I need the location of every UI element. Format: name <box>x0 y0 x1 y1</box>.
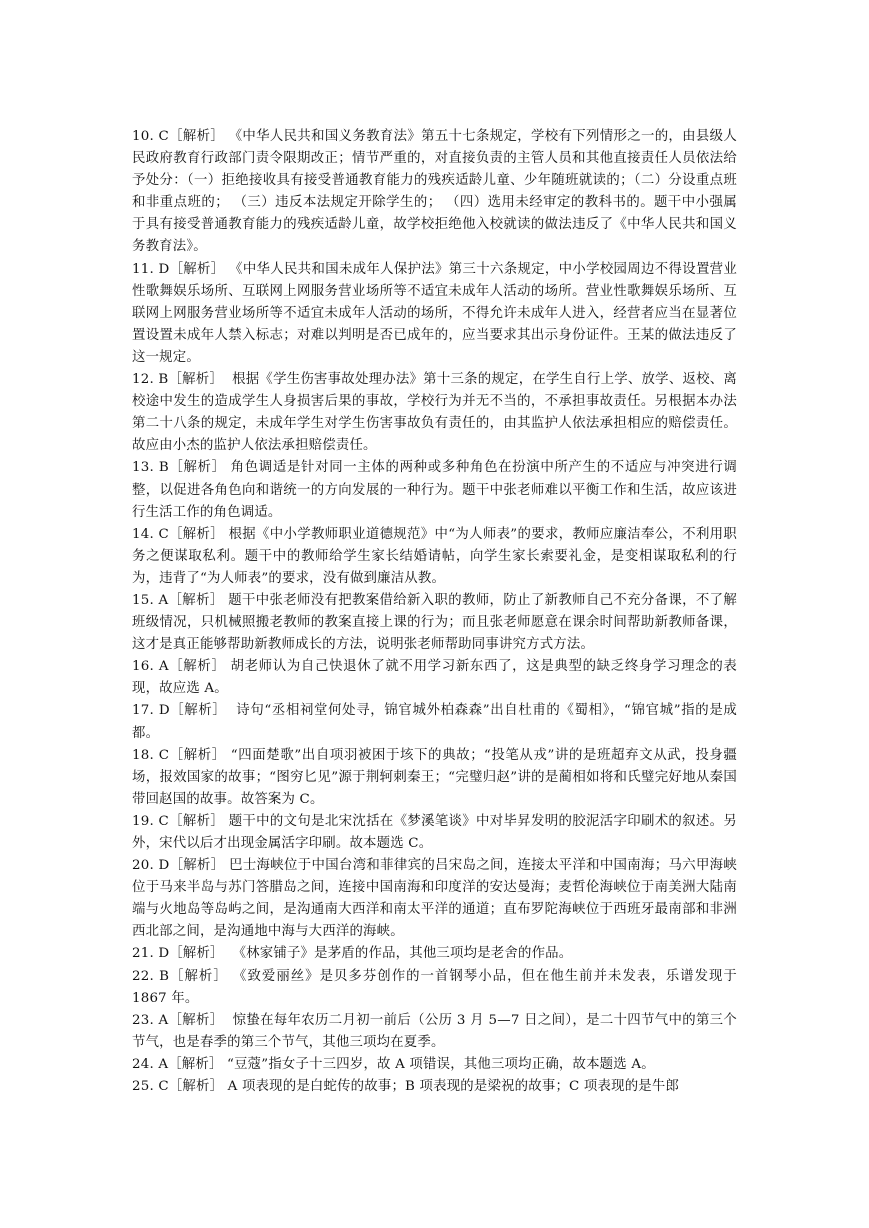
entry-label: 14. C［解析］ <box>132 526 229 542</box>
entry-label: 24. A［解析］ <box>132 1056 228 1072</box>
entry-label: 19. C［解析］ <box>132 813 229 829</box>
entry-16 <box>132 656 737 700</box>
entry-15 <box>132 590 737 656</box>
entry-label: 16. A［解析］ <box>132 659 231 675</box>
entry-text: 题干中张老师没有把教案借给新入职的教师，防止了新教师自己不充分备课，不了解班级情况，只机械照搬老教师的教案直接上课的行为；而且张老师愿意在课余时间帮助新教师备课，这才是真正能够帮助新教师成长的方法，说明张老师帮助同事讲究方式方法。 <box>132 592 737 653</box>
entry-text: A 项表现的是白蛇传的故事；B 项表现的是梁祝的故事；C 项表现的是牛郎 <box>227 1079 680 1095</box>
entry-label: 11. D［解析］ <box>132 261 230 277</box>
entry-text: 题干中的文句是北宋沈括在《梦溪笔谈》中对毕昇发明的胶泥活字印刷术的叙述。另外，宋代以后才出现金属活字印刷。故本题选 C。 <box>132 813 737 851</box>
entry-text: 胡老师认为自己快退休了就不用学习新东西了，这是典型的缺乏终身学习理念的表现，故应选 A。 <box>132 659 737 697</box>
entry-label: 15. A［解析］ <box>132 592 229 608</box>
entry-21 <box>132 943 737 965</box>
entry-label: 23. A［解析］ <box>132 1012 233 1028</box>
entry-label: 13. B［解析］ <box>132 460 231 476</box>
entry-label: 22. B［解析］ <box>132 968 234 984</box>
entry-23 <box>132 1010 737 1054</box>
entry-19 <box>132 811 737 855</box>
entry-label: 17. D［解析］ <box>132 703 237 719</box>
entry-20 <box>132 855 737 943</box>
entry-text: 诗句“丞相祠堂何处寻，锦官城外柏森森”出自杜甫的《蜀相》，“锦官城”指的是成都。 <box>132 703 737 741</box>
entry-label: 12. B［解析］ <box>132 372 233 388</box>
entry-text: 角色调适是针对同一主体的两种或多种角色在扮演中所产生的不适应与冲突进行调整，以促进各角色向和谐统一的方向发展的一种行为。题干中张老师难以平衡工作和生活，故应该进行生活工作的角色调适。 <box>132 460 737 520</box>
entry-text: “四面楚歌”出自项羽被困于垓下的典故；“投笔从戎”讲的是班超弃文从武，投身疆场，报效国家的故事；“图穷匕见”源于荆轲刺秦王；“完璧归赵”讲的是蔺相如将和氏璧完好地从秦国带回赵国的故事。故答案为 C。 <box>132 747 737 807</box>
entry-text: 根据《学生伤害事故处理办法》第十三条的规定，在学生自行上学、放学、返校、离校途中发生的造成学生人身损害后果的事故，学校行为并无不当的，不承担事故责任。另根据本办法第二十八条的规定，未成年学生对学生伤害事故负有责任的，由其监护人依法承担相应的赔偿责任。故应由小杰的监护人依法承担赔偿责任。 <box>132 372 737 454</box>
entry-13 <box>132 457 737 523</box>
entry-12 <box>132 369 737 457</box>
entry-25 <box>132 1076 737 1098</box>
entry-label: 25. C［解析］ <box>132 1079 228 1095</box>
entry-text: 《致爱丽丝》是贝多芬创作的一首钢琴小品，但在他生前并未发表，乐谱发现于 1867 年。 <box>132 968 738 1006</box>
entry-24 <box>132 1054 737 1076</box>
entry-label: 10. C［解析］ <box>132 129 229 144</box>
entry-label: 18. C［解析］ <box>132 747 231 763</box>
entry-text: “豆蔻”指女子十三四岁，故 A 项错误，其他三项均正确，故本题选 A。 <box>227 1056 655 1072</box>
entry-text: 《林家铺子》是茅盾的作品，其他三项均是老舍的作品。 <box>232 946 573 962</box>
entry-label: 21. D［解析］ <box>132 946 233 962</box>
entry-text: 巴士海峡位于中国台湾和菲律宾的吕宋岛之间，连接太平洋和中国南海；马六甲海峡位于马来半岛与苏门答腊岛之间，连接中国南海和印度洋的安达曼海；麦哲伦海峡位于南美洲大陆南端与火地岛等岛屿之间，是沟通南大西洋和南太平洋的通道；直布罗陀海峡位于西班牙最南部和非洲西北部之间，是沟通地中海与大西洋的海峡。 <box>132 858 737 940</box>
entry-17 <box>132 700 737 744</box>
entry-18 <box>132 745 737 811</box>
entry-text: 惊蛰在每年农历二月初一前后（公历 3 月 5—7 日之间），是二十四节气中的第三个节气，也是春季的第三个节气，其他三项均在夏季。 <box>132 1012 737 1050</box>
entry-22 <box>132 966 737 1010</box>
entry-text: 根据《中小学教师职业道德规范》中“为人师表”的要求，教师应廉洁奉公，不利用职务之便谋取私利。题干中的教师给学生家长结婚请帖，向学生家长索要礼金，是变相谋取私利的行为，违背了“为人师表”的要求，没有做到廉洁从教。 <box>132 526 737 586</box>
entry-text: 《中华人民共和国未成年人保护法》第三十六条规定，中小学校园周边不得设置营业性歌舞娱乐场所、互联网上网服务营业场所等不适宜未成年人活动的场所。营业性歌舞娱乐场所、互联网上网服务营业场所等不适宜未成年人活动的场所，不得允许未成年人进入，经营者应当在显著位置设置未成年人禁入标志；对难以判明是否已成年的，应当要求其出示身份证件。王某的做法违反了这一规定。 <box>132 261 737 365</box>
entry-10 <box>132 126 737 259</box>
answer-explanations <box>132 126 737 1098</box>
entry-11 <box>132 259 737 369</box>
entry-label: 20. D［解析］ <box>132 858 230 874</box>
entry-14 <box>132 524 737 590</box>
entry-text: 《中华人民共和国义务教育法》第五十七条规定，学校有下列情形之一的，由县级人民政府教育行政部门责令限期改正；情节严重的，对直接负责的主管人员和其他直接责任人员依法给予处分：（一）拒绝接收具有接受普通教育能力的残疾适龄儿童、少年随班就读的；（二）分设重点班和非重点班的； （三）违反本法规定开除学生的； （四）选用未经审定的教科书的。题干中小强属于具有接受普通教育能力的残疾适龄儿童，故学校拒绝他入校就读的做法违反了《中华人民共和国义务教育法》。 <box>132 129 737 255</box>
